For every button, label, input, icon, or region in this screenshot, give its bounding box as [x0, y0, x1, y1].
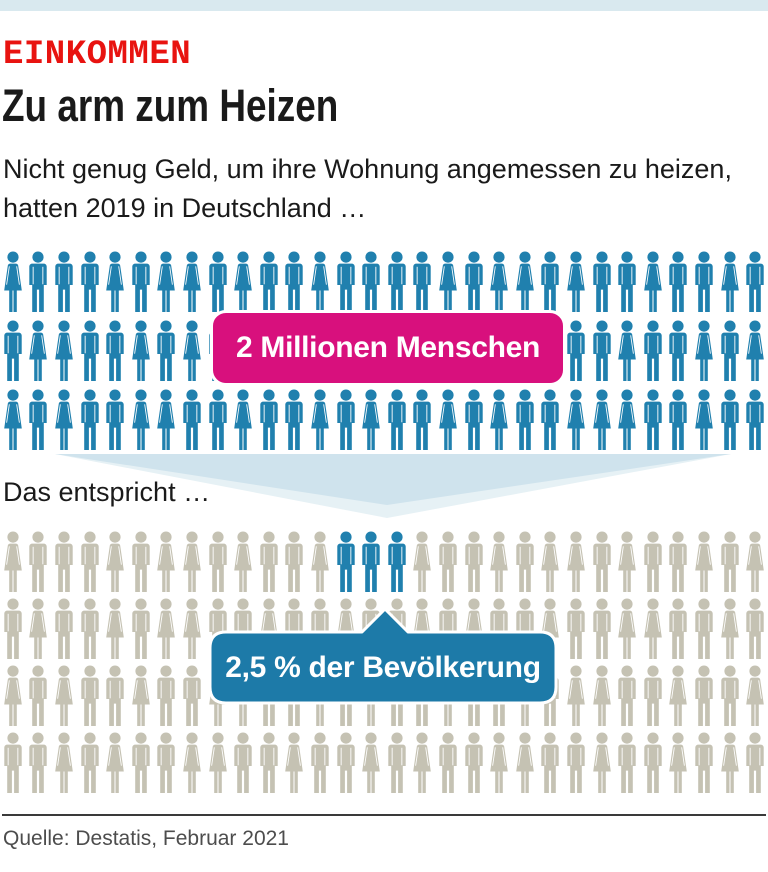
person-icon-female — [51, 320, 77, 382]
person-icon-male — [717, 665, 743, 727]
badge-2-million — [210, 310, 566, 386]
person-icon-female — [589, 389, 615, 451]
person-icon-male — [307, 732, 333, 794]
person-icon-male — [51, 598, 77, 660]
person-icon-male — [384, 732, 410, 794]
person-icon-female — [154, 251, 180, 313]
person-icon-female — [26, 598, 52, 660]
person-icon-female — [640, 251, 666, 313]
person-icon-female — [102, 531, 128, 593]
person-icon-female — [205, 732, 231, 794]
person-icon-female — [589, 732, 615, 794]
person-icon-male — [77, 598, 103, 660]
person-icon-female — [614, 320, 640, 382]
pictogram-row — [0, 389, 768, 451]
person-icon-female — [179, 732, 205, 794]
person-icon-male — [589, 531, 615, 593]
person-icon-female — [486, 732, 512, 794]
person-icon-male — [0, 320, 26, 382]
person-icon-female — [742, 531, 768, 593]
person-icon-female — [717, 598, 743, 660]
person-icon-female — [128, 320, 154, 382]
person-icon-male — [26, 531, 52, 593]
headline — [2, 80, 412, 132]
person-icon-male — [666, 251, 692, 313]
pictogram-row — [0, 531, 768, 593]
person-icon-male — [666, 389, 692, 451]
person-icon-female — [614, 598, 640, 660]
person-icon-male — [26, 732, 52, 794]
person-icon-male — [589, 598, 615, 660]
intro-text — [3, 150, 732, 228]
person-icon-female — [26, 320, 52, 382]
person-icon-male — [51, 531, 77, 593]
person-icon-male — [461, 389, 487, 451]
person-icon-male — [77, 320, 103, 382]
person-icon-male — [205, 389, 231, 451]
person-icon-male — [333, 251, 359, 313]
person-icon-female — [691, 531, 717, 593]
person-icon-male — [563, 598, 589, 660]
person-icon-female — [154, 389, 180, 451]
person-icon-male — [128, 251, 154, 313]
person-icon-female — [717, 732, 743, 794]
person-icon-female — [717, 251, 743, 313]
person-icon-male — [666, 598, 692, 660]
person-icon-female — [563, 251, 589, 313]
person-icon-male — [666, 320, 692, 382]
person-icon-female — [589, 665, 615, 727]
person-icon-male — [256, 531, 282, 593]
person-icon-female — [179, 598, 205, 660]
person-icon-male — [333, 531, 359, 593]
person-icon-male — [640, 389, 666, 451]
person-icon-male — [26, 665, 52, 727]
person-icon-male — [640, 665, 666, 727]
person-icon-male — [256, 389, 282, 451]
person-icon-male — [717, 531, 743, 593]
person-icon-male — [128, 531, 154, 593]
person-icon-male — [179, 389, 205, 451]
person-icon-male — [179, 665, 205, 727]
person-icon-male — [691, 598, 717, 660]
source-divider — [2, 814, 766, 816]
person-icon-female — [691, 389, 717, 451]
person-icon-female — [307, 251, 333, 313]
person-icon-male — [230, 732, 256, 794]
person-icon-female — [666, 665, 692, 727]
person-icon-female — [154, 598, 180, 660]
person-icon-female — [640, 598, 666, 660]
person-icon-female — [51, 665, 77, 727]
person-icon-male — [102, 665, 128, 727]
person-icon-female — [614, 389, 640, 451]
person-icon-female — [691, 320, 717, 382]
person-icon-female — [51, 389, 77, 451]
pictogram-row — [0, 251, 768, 313]
pictogram-bottom — [0, 531, 768, 794]
person-icon-female — [0, 251, 26, 313]
person-icon-female — [179, 531, 205, 593]
person-icon-female — [102, 251, 128, 313]
person-icon-male — [0, 598, 26, 660]
person-icon-female — [307, 531, 333, 593]
person-icon-female — [742, 320, 768, 382]
person-icon-male — [538, 732, 564, 794]
person-icon-male — [512, 531, 538, 593]
person-icon-male — [102, 389, 128, 451]
person-icon-male — [435, 531, 461, 593]
badge-percent-label: 2,5 % der Bevölkerung — [225, 650, 541, 684]
person-icon-male — [742, 251, 768, 313]
person-icon-male — [691, 251, 717, 313]
person-icon-male — [256, 732, 282, 794]
intro-line-1: Nicht genug Geld, um ihre Wohnung angemessen zu heizen, — [3, 154, 732, 184]
top-accent-bar — [0, 0, 768, 11]
person-icon-male — [563, 320, 589, 382]
person-icon-male — [435, 732, 461, 794]
person-icon-male — [282, 531, 308, 593]
person-icon-male — [77, 251, 103, 313]
person-icon-male — [461, 251, 487, 313]
person-icon-female — [563, 531, 589, 593]
person-icon-male — [640, 531, 666, 593]
person-icon-male — [742, 598, 768, 660]
person-icon-male — [384, 531, 410, 593]
person-icon-male — [742, 389, 768, 451]
badge-2-million-label: 2 Millionen Menschen — [235, 331, 541, 364]
headline-text: Zu arm zum Heizen — [2, 80, 339, 131]
person-icon-male — [154, 665, 180, 727]
person-icon-female — [179, 320, 205, 382]
person-icon-male — [384, 389, 410, 451]
person-icon-female — [410, 732, 436, 794]
person-icon-male — [205, 251, 231, 313]
person-icon-male — [538, 251, 564, 313]
person-icon-male — [77, 665, 103, 727]
person-icon-female — [563, 389, 589, 451]
person-icon-female — [435, 251, 461, 313]
person-icon-male — [614, 251, 640, 313]
person-icon-male — [461, 531, 487, 593]
person-icon-male — [282, 389, 308, 451]
person-icon-male — [282, 251, 308, 313]
person-icon-female — [435, 389, 461, 451]
person-icon-female — [230, 531, 256, 593]
person-icon-female — [512, 732, 538, 794]
person-icon-female — [358, 732, 384, 794]
person-icon-male — [589, 320, 615, 382]
person-icon-female — [0, 389, 26, 451]
person-icon-male — [333, 732, 359, 794]
person-icon-male — [538, 389, 564, 451]
person-icon-female — [0, 531, 26, 593]
person-icon-male — [410, 251, 436, 313]
person-icon-male — [742, 732, 768, 794]
person-icon-female — [102, 732, 128, 794]
person-icon-male — [384, 251, 410, 313]
source-text: Quelle: Destatis, Februar 2021 — [3, 827, 289, 850]
person-icon-male — [128, 732, 154, 794]
kicker: EINKOMMEN — [3, 36, 192, 74]
person-icon-female — [230, 251, 256, 313]
person-icon-male — [205, 531, 231, 593]
person-icon-male — [614, 665, 640, 727]
intro-line-2: hatten 2019 in Deutschland … — [3, 193, 367, 223]
person-icon-female — [0, 665, 26, 727]
person-icon-male — [0, 732, 26, 794]
person-icon-male — [512, 389, 538, 451]
person-icon-male — [640, 732, 666, 794]
person-icon-female — [51, 732, 77, 794]
person-icon-male — [691, 732, 717, 794]
person-icon-male — [563, 732, 589, 794]
person-icon-female — [486, 531, 512, 593]
person-icon-female — [102, 598, 128, 660]
person-icon-female — [614, 531, 640, 593]
person-icon-female — [128, 389, 154, 451]
person-icon-male — [614, 732, 640, 794]
person-icon-male — [26, 251, 52, 313]
person-icon-male — [717, 320, 743, 382]
person-icon-male — [154, 320, 180, 382]
person-icon-male — [77, 531, 103, 593]
person-icon-female — [410, 531, 436, 593]
person-icon-female — [563, 665, 589, 727]
person-icon-male — [666, 531, 692, 593]
person-icon-male — [461, 732, 487, 794]
person-icon-female — [486, 251, 512, 313]
person-icon-male — [77, 732, 103, 794]
person-icon-female — [230, 389, 256, 451]
person-icon-male — [102, 320, 128, 382]
person-icon-male — [333, 389, 359, 451]
person-icon-male — [26, 389, 52, 451]
person-icon-male — [717, 389, 743, 451]
pictogram-row — [0, 732, 768, 794]
person-icon-female — [666, 732, 692, 794]
person-icon-female — [358, 389, 384, 451]
person-icon-male — [358, 251, 384, 313]
person-icon-male — [358, 531, 384, 593]
person-icon-female — [512, 251, 538, 313]
person-icon-female — [742, 665, 768, 727]
person-icon-female — [486, 389, 512, 451]
person-icon-male — [640, 320, 666, 382]
badge-percent — [207, 607, 563, 713]
person-icon-male — [256, 251, 282, 313]
person-icon-female — [307, 389, 333, 451]
person-icon-female — [282, 732, 308, 794]
person-icon-female — [538, 531, 564, 593]
person-icon-male — [77, 389, 103, 451]
person-icon-male — [154, 732, 180, 794]
person-icon-female — [179, 251, 205, 313]
person-icon-male — [51, 251, 77, 313]
person-icon-male — [691, 665, 717, 727]
person-icon-male — [410, 389, 436, 451]
pictogram-top — [0, 251, 768, 451]
person-icon-male — [589, 251, 615, 313]
person-icon-female — [154, 531, 180, 593]
connector-label: Das entspricht … — [3, 477, 211, 507]
person-icon-female — [128, 665, 154, 727]
person-icon-male — [128, 598, 154, 660]
